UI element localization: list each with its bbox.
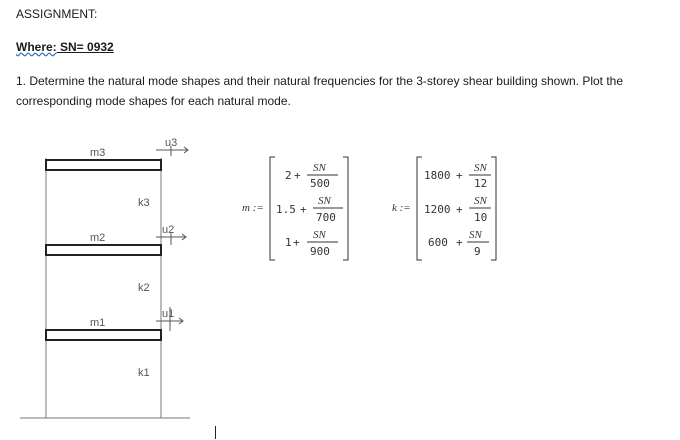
mass-row-3-constant: 1 <box>285 236 292 249</box>
displacement-label-u3: u3 <box>165 137 178 149</box>
stiffness-row-1-plus: + <box>456 169 463 182</box>
question-1-text: 1. Determine the natural mode shapes and their natural frequencies for the 3-storey shear building shown. Plot the corresponding mode shapes for each natural mode. <box>16 74 624 108</box>
floor-slab-3 <box>46 160 161 170</box>
displacement-arrow-u1 <box>156 307 183 331</box>
mass-left-bracket <box>270 157 275 260</box>
displacement-label-u1: u1 <box>162 308 175 320</box>
stiffness-row-3-constant: 600 <box>428 236 448 249</box>
mass-matrix <box>242 157 348 260</box>
stiffness-row-1-constant: 1800 <box>424 169 451 182</box>
mass-row-2-constant: 1.5 <box>276 203 296 216</box>
displacement-label-u2: u2 <box>162 224 175 236</box>
mass-row-2-denominator: 700 <box>316 211 336 224</box>
stiffness-row-1-denominator: 12 <box>474 177 488 190</box>
mass-label-m1: m1 <box>90 317 106 329</box>
stiffness-row-2-plus: + <box>456 203 463 216</box>
floor-slab-2 <box>46 245 161 255</box>
stiffness-label-k3: k3 <box>138 197 150 209</box>
stiffness-left-bracket <box>417 157 422 260</box>
mass-row-3-denominator: 900 <box>310 245 330 258</box>
mass-label-m2: m2 <box>90 232 106 244</box>
mass-row-3-plus: + <box>293 236 300 249</box>
mass-label-m3: m3 <box>90 147 106 159</box>
stiffness-row-3-denominator: 9 <box>474 245 481 258</box>
text-cursor[interactable] <box>215 426 216 439</box>
stiffness-right-bracket <box>491 157 496 260</box>
floor-slab-1 <box>46 330 161 340</box>
mass-row-1-denominator: 500 <box>310 177 330 190</box>
stiffness-row-2-denominator: 10 <box>474 211 488 224</box>
mass-row-2-numerator: SN <box>318 195 331 207</box>
mass-matrix-lhs: m := <box>242 202 264 214</box>
mass-row-1-constant: 2 <box>285 169 292 182</box>
mass-row-2-plus: + <box>300 203 307 216</box>
stiffness-label-k2: k2 <box>138 282 150 294</box>
stiffness-matrix-lhs: k := <box>392 202 411 214</box>
assignment-heading: ASSIGNMENT: <box>16 7 98 21</box>
stiffness-row-3-plus: + <box>456 236 463 249</box>
mass-row-3-numerator: SN <box>313 229 326 241</box>
stiffness-label-k1: k1 <box>138 367 150 379</box>
mass-right-bracket <box>343 157 348 260</box>
where-label: Where: <box>16 40 57 54</box>
stiffness-row-2-constant: 1200 <box>424 203 451 216</box>
mass-row-1-plus: + <box>294 169 301 182</box>
stiffness-row-1-numerator: SN <box>474 162 487 174</box>
stiffness-row-2-numerator: SN <box>474 195 487 207</box>
sn-value: SN= 0932 <box>56 40 114 54</box>
mass-row-1-numerator: SN <box>313 162 326 174</box>
stiffness-matrix <box>392 157 496 260</box>
stiffness-row-3-numerator: SN <box>469 229 482 241</box>
